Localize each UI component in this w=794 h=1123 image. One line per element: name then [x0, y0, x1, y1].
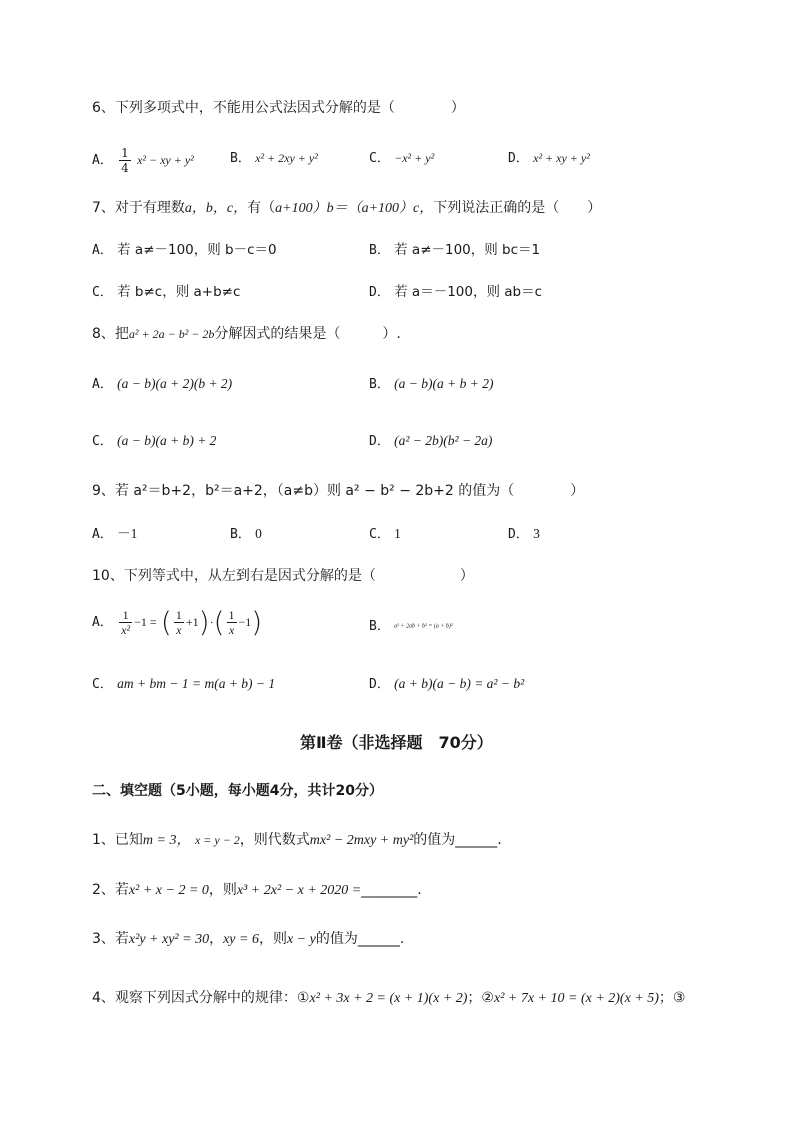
q8-option-d-expr: (a² − 2b)(b² − 2a)	[394, 433, 493, 448]
f3-mid: ，则	[258, 931, 287, 947]
fraction-numerator: 1	[119, 608, 132, 623]
fraction-numerator: 1	[121, 146, 129, 160]
circled-two: ②	[481, 990, 494, 1006]
option-label: C．	[369, 527, 390, 542]
q7-stem-vars: a，b，c，	[184, 201, 248, 216]
q10-option-b-expr: a² + 2ab + b² = (a + b)²	[394, 623, 453, 630]
f4-expr2: x² + 7x + 10 = (x + 2)(x + 5)	[493, 991, 659, 1006]
q7-stem-suffix: 下列说法正确的是（ ）	[433, 200, 602, 216]
q10-option-c-expr: am + bm − 1 = m(a + b) − 1	[117, 676, 276, 691]
q8-option-b	[369, 374, 493, 395]
q9-stem: 9、若 a²＝b+2，b²＝a+2，（a≠b）则 a² − b² − 2b+2 的值为（ ）	[92, 483, 585, 499]
q10-option-b	[369, 616, 453, 637]
fill-question-1	[92, 830, 502, 851]
q9-option-d-value: 3	[533, 526, 540, 541]
option-label: A．	[92, 615, 113, 630]
q6-option-a-expr: x² − xy + y²	[137, 153, 194, 167]
q7-stem-mid: 有（	[247, 200, 276, 216]
section-heading: 二、填空题（5小题，每小题4分，共计20分）	[92, 783, 383, 799]
option-label: C．	[92, 677, 113, 692]
q7-option-d-text: 若 a＝－100，则 ab＝c	[394, 284, 543, 300]
f3-prefix: 3、若	[92, 931, 129, 947]
option-label: B．	[369, 619, 390, 634]
option-label: B．	[369, 243, 390, 258]
q6-option-b	[230, 148, 318, 169]
q7-option-a-text: 若 a≠－100，则 b－c＝0	[117, 242, 277, 258]
f3-cond1: x²y + xy² = 30	[128, 932, 210, 947]
fill-question-3	[92, 929, 404, 950]
q9-option-c	[369, 524, 401, 545]
option-label: D．	[508, 151, 529, 166]
q9-option-b-value: 0	[255, 526, 262, 541]
f1-prefix: 1、已知	[92, 832, 143, 848]
q9-option-a-value: －1	[117, 526, 138, 541]
q9-option-c-value: 1	[394, 526, 401, 541]
option-label: D．	[369, 285, 390, 300]
q6-option-c	[369, 148, 434, 169]
q6-option-d-expr: x² + xy + y²	[533, 151, 590, 165]
circled-one: ①	[296, 990, 310, 1006]
fraction-denominator: 4	[121, 161, 129, 175]
q7-option-d	[369, 282, 542, 303]
fraction-denominator: x	[176, 623, 182, 637]
q6-option-b-expr: x² + 2xy + y²	[255, 151, 318, 165]
fraction	[227, 608, 237, 637]
fraction-denominator: x²	[121, 623, 131, 637]
f3-cond2: xy = 6	[223, 932, 259, 947]
q7-stem-eq: a+100）b＝（a+100）c，	[275, 201, 434, 216]
f3-suffix: 的值为______.	[315, 931, 405, 947]
f1-cond1: m = 3，	[142, 833, 191, 848]
f4-semi1: ；	[467, 990, 482, 1006]
q8-option-d	[369, 431, 492, 452]
q9-option-b	[230, 524, 262, 545]
fraction	[119, 608, 132, 637]
q7-option-b-text: 若 a≠－100，则 bc＝1	[394, 242, 541, 258]
f2-prefix: 2、若	[92, 882, 129, 898]
option-label: A．	[92, 153, 113, 168]
q7-stem	[92, 198, 601, 219]
f1-mid: ，则代数式	[239, 832, 310, 848]
q7-option-c-text: 若 b≠c，则 a+b≠c	[117, 284, 241, 300]
q8-option-c	[92, 431, 216, 452]
f2-suffix: ________.	[361, 882, 422, 898]
q7-option-a	[92, 240, 277, 261]
q8-option-c-expr: (a − b)(a + b) + 2	[117, 433, 217, 448]
fill-question-2	[92, 880, 422, 901]
option-label: A．	[92, 377, 113, 392]
q9-option-d	[508, 524, 540, 545]
option-label: B．	[230, 151, 251, 166]
q8-stem	[92, 324, 401, 344]
q8-stem-suffix: 分解因式的结果是（ ）.	[214, 326, 401, 342]
q7-option-c	[92, 282, 240, 303]
q10-option-a-dot: ·	[209, 615, 214, 629]
option-label: D．	[369, 434, 390, 449]
q9-option-a	[92, 524, 137, 545]
q10-option-a-tail2: −1	[238, 615, 252, 629]
option-label: D．	[369, 677, 390, 692]
q6-option-d	[508, 148, 590, 169]
q10-option-a	[92, 605, 263, 639]
part2-title: 第Ⅱ卷（非选择题 70分）	[300, 733, 493, 752]
fraction-numerator: 1	[175, 608, 182, 622]
f3-sep: ，	[209, 931, 224, 947]
f1-suffix: 的值为______.	[413, 832, 502, 848]
fraction	[174, 608, 184, 637]
q7-option-b	[369, 240, 540, 261]
circled-three: ③	[672, 990, 686, 1006]
f2-expr: x³ + 2x² − x + 2020 =	[236, 883, 362, 898]
fraction-numerator: 1	[228, 608, 235, 622]
q10-option-a-minus: −1 =	[134, 615, 157, 629]
f1-expr: mx² − 2mxy + my²	[309, 833, 414, 848]
f4-expr1: x² + 3x + 2 = (x + 1)(x + 2)	[309, 991, 468, 1006]
q8-option-b-expr: (a − b)(a + b + 2)	[394, 376, 494, 391]
fraction-denominator: x	[228, 623, 235, 637]
q7-stem-prefix: 7、对于有理数	[92, 200, 185, 216]
left-paren: (	[213, 605, 225, 639]
option-label: B．	[230, 527, 251, 542]
right-paren: )	[251, 605, 263, 639]
q10-stem: 10、下列等式中，从左到右是因式分解的是（ ）	[92, 568, 474, 584]
option-label: D．	[508, 527, 529, 542]
f2-mid: ，则	[208, 882, 237, 898]
q6-stem: 6、下列多项式中，不能用公式法因式分解的是（ ）	[92, 100, 465, 116]
f1-cond2: x = y − 2	[194, 833, 240, 847]
option-label: C．	[92, 434, 113, 449]
f3-expr: x − y	[286, 932, 316, 947]
q10-option-c	[92, 674, 275, 695]
option-label: C．	[92, 285, 113, 300]
q10-option-a-tail1: +1	[185, 615, 199, 629]
q8-option-a-expr: (a − b)(a + 2)(b + 2)	[117, 376, 233, 391]
fill-question-4	[92, 988, 685, 1009]
right-paren: )	[198, 605, 210, 639]
option-label: A．	[92, 243, 113, 258]
q8-stem-expr: a² + 2a − b² − 2b	[128, 327, 215, 341]
q10-option-d-expr: (a + b)(a − b) = a² − b²	[394, 676, 525, 691]
f2-cond: x² + x − 2 = 0	[128, 883, 209, 898]
option-label: C．	[369, 151, 390, 166]
left-paren: (	[160, 605, 172, 639]
q6-option-c-expr: −x² + y²	[394, 151, 435, 165]
q10-option-d	[369, 674, 524, 695]
f4-semi2: ；	[658, 990, 673, 1006]
q8-option-a	[92, 374, 232, 395]
option-label: A．	[92, 527, 113, 542]
fraction	[119, 146, 131, 175]
q8-stem-prefix: 8、把	[92, 326, 129, 342]
q6-option-a	[92, 146, 194, 175]
option-label: B．	[369, 377, 390, 392]
f4-prefix: 4、观察下列因式分解中的规律：	[92, 990, 297, 1006]
